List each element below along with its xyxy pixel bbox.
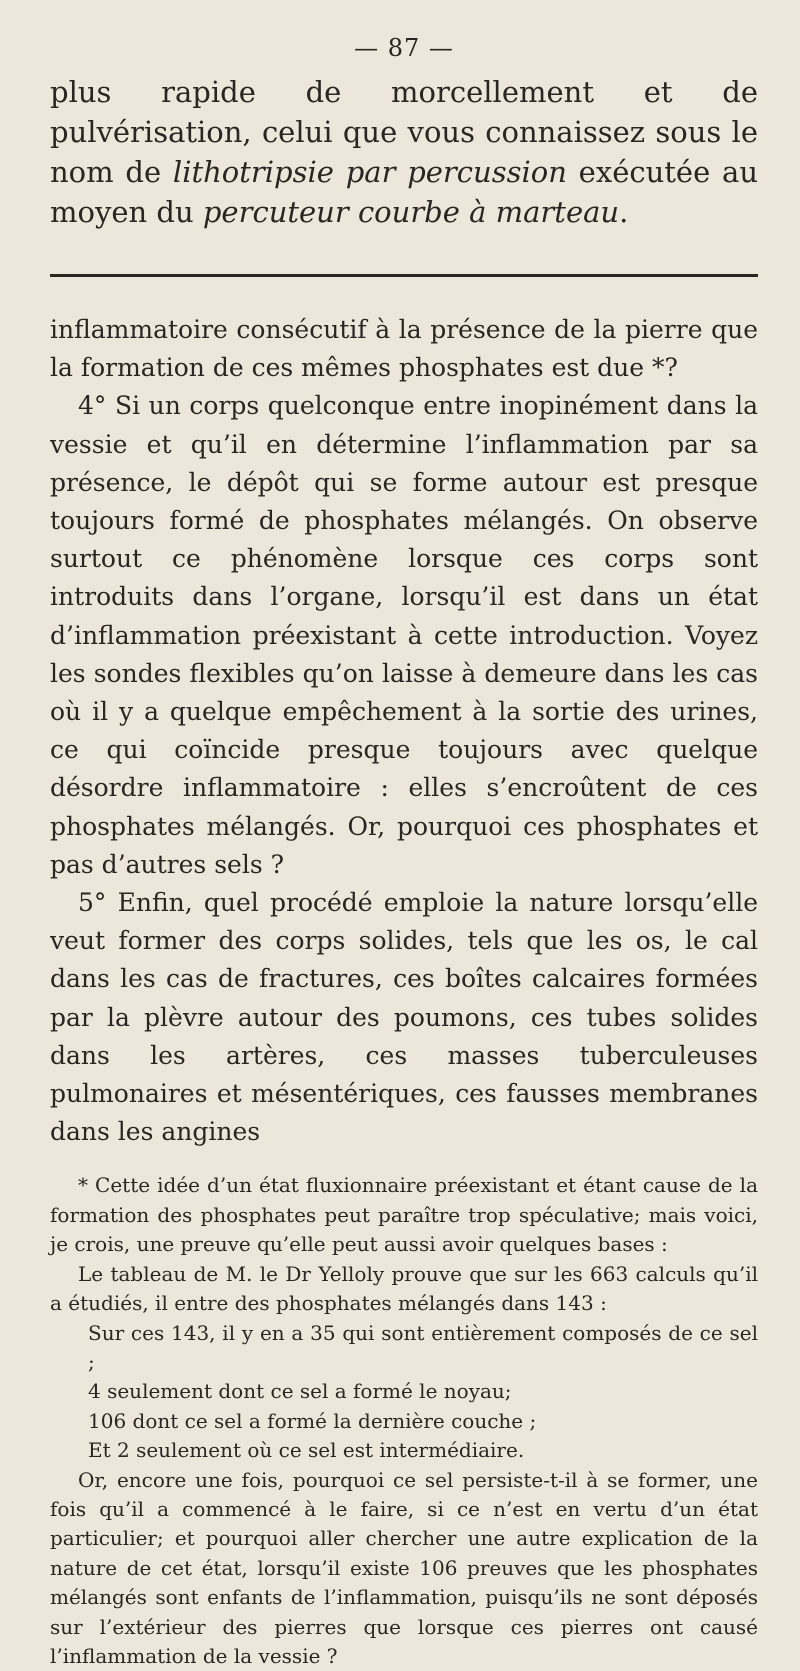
italic-term-lithotripsie: lithotripsie xyxy=(172,155,334,189)
top-paragraph xyxy=(50,72,758,232)
footnote-6: Et 2 seulement où ce sel est intermédiaire. xyxy=(88,1438,525,1463)
body-paragraph-1: inflammatoire consécutif à la présence de la pierre que la formation de ces mêmes phosphates est due *? xyxy=(50,315,758,383)
body-paragraph-3: 5° Enfin, quel procédé emploie la nature lorsqu’elle veut former des corps solides, tels que les os, le cal dans les cas de fractures, ces boîtes calcaires formées par la plèvre autour des poumons, ces tubes solides dans les artères, ces masses tuberculeuses pulmonaires et mésentériques, ces fausses membranes dans les angines xyxy=(50,888,758,1147)
footnote-7: Or, encore une fois, pourquoi ce sel persiste-t-il à se former, une fois qu’il a commencé à le faire, si ce n’est en vertu d’un état particulier; et pourquoi aller chercher une autre explication de la nature de cet état, lorsqu’il existe 106 preuves que les phosphates mélangés sont enfants de l’inflammation, puisqu’ils ne sont déposés sur l’extérieur des pierres que lorsque ces pierres ont causé l’inflammation de la vessie ? xyxy=(50,1467,758,1668)
body-paragraph-2: 4° Si un corps quelconque entre inopinément dans la vessie et qu’il en détermine l’inflammation par sa présence, le dépôt qui se forme autour est presque toujours formé de phosphates mélangés. On observe surtout ce phénomène lorsque ces corps sont introduits dans l’organe, lorsqu’il est dans un état d’inflammation préexistant à cette introduction. Voyez les sondes flexibles qu’on laisse à demeure dans les cas où il y a quelque empêchement à la sortie des urines, ce qui coïncide presque toujours avec quelque désordre inflammatoire : elles s’encroûtent de ces phosphates mélangés. Or, pourquoi ces phosphates et pas d’autres sels ? xyxy=(50,391,758,879)
text-run xyxy=(460,195,469,229)
footnote-block xyxy=(50,1171,758,1671)
footnote-4: 4 seulement dont ce sel a formé le noyau; xyxy=(88,1379,512,1404)
page-number: — 87 — xyxy=(354,34,454,62)
text-run: . xyxy=(619,195,629,229)
italic-term-percuteur-courbe: percuteur courbe xyxy=(202,195,460,229)
italic-term-a-marteau: à marteau xyxy=(469,195,620,229)
text-run xyxy=(334,155,346,189)
text-run: plus rapide de morcellement et de pulvérisation, celui que vous connaissez sous le nom de xyxy=(50,75,758,189)
italic-term-par-percussion: par percussion xyxy=(345,155,567,189)
section-divider xyxy=(50,274,758,277)
footnote-3: Sur ces 143, il y en a 35 qui sont entièrement composés de ce sel ; xyxy=(88,1320,758,1374)
footnote-2: Le tableau de M. le Dr Yelloly prouve que sur les 663 calculs qu’il a étudiés, il entre des phosphates mélangés dans 143 : xyxy=(50,1261,758,1316)
footnote-1: * Cette idée d’un état fluxionnaire préexistant et étant cause de la formation des phosphates peut paraître trop spéculative; mais voici, je crois, une preuve qu’elle peut aussi avoir quelques bases : xyxy=(50,1173,758,1257)
text-run: exécutée au moyen du xyxy=(50,155,759,229)
footnote-5: 106 dont ce sel a formé la dernière couche ; xyxy=(88,1408,537,1433)
